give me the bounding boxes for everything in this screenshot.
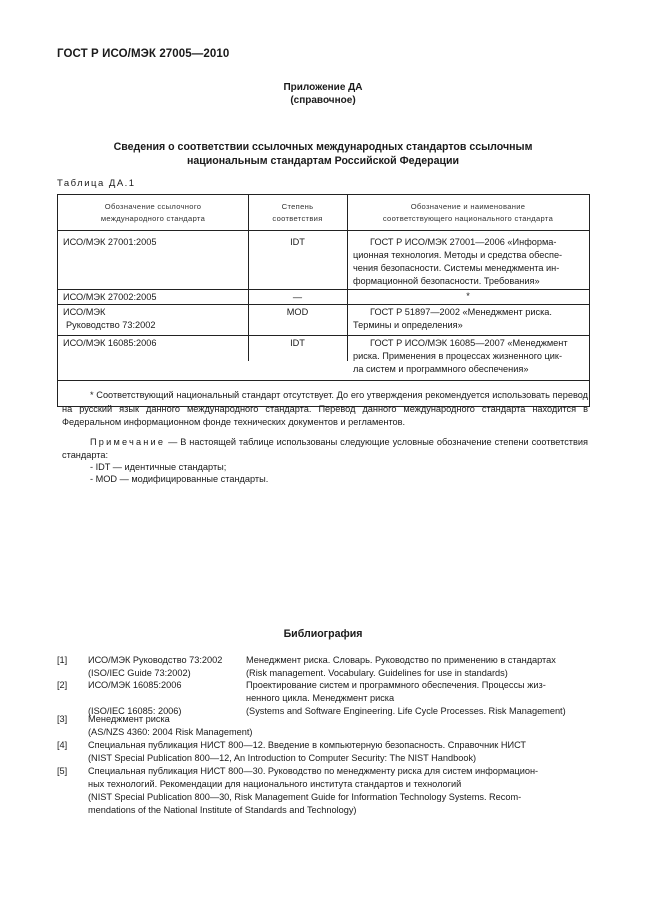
table-header-cell: Обозначение ссылочного международного стандарта: [100, 202, 206, 223]
section-heading-line-1: Сведения о соответствии ссылочных международных стандартов ссылочным: [113, 141, 533, 153]
table-cell-degree: MOD: [286, 307, 309, 317]
document-header: ГОСТ Р ИСО/МЭК 27005—2010: [57, 48, 230, 60]
table-cell-standard: ИСО/МЭК 16085:2006: [63, 338, 157, 348]
bibliography-description: Менеджмент риска. Словарь. Руководство по применению в стандартах (Risk management. Vocabulary. Guidelines for use in standards): [246, 655, 556, 678]
bibliography-number: [1]: [57, 655, 68, 665]
note-item: - MOD — модифицированные стандарты.: [90, 474, 269, 484]
appendix-title: Приложение ДА: [283, 82, 363, 93]
table-cell-degree: —: [292, 292, 303, 302]
appendix-subtitle: (справочное): [290, 95, 356, 106]
table-cell-degree: IDT: [290, 338, 305, 348]
table-header-divider: [58, 230, 589, 231]
bibliography-number: [4]: [57, 740, 68, 750]
bibliography-number: [3]: [57, 714, 68, 724]
bibliography-description: Менеджмент риска (AS/NZS 4360: 2004 Risk Management): [88, 714, 253, 737]
correspondence-table: [57, 194, 590, 407]
bibliography-title: Библиография: [283, 628, 363, 640]
bibliography-description: Проектирование систем и программного обеспечения. Процессы жиз- ненного цикла. Менеджмент риска (Systems and Software Engineering. Life Cycle Processes. Risk Management): [246, 680, 566, 716]
table-row-divider: [58, 335, 589, 336]
table-header-cell: Обозначение и наименование соответствующего национального стандарта: [382, 202, 554, 223]
table-cell-degree: IDT: [290, 237, 305, 247]
table-cell-standard: ИСО/МЭК 27002:2005: [63, 292, 157, 302]
table-cell-standard: ИСО/МЭК 27001:2005: [63, 237, 157, 247]
bibliography-description: Специальная публикация НИСТ 800—30. Руководство по менеджменту риска для систем информацион- ных технологий. Рекомендации для национального института стандартов и технологий (NIST Special Publication 800—30, Risk Management Guide for Information Technology Systems. Recom- mendations of the National Institute of Standards and Technology): [88, 766, 539, 815]
bibliography-source: ИСО/МЭК Руководство 73:2002 (ISO/IEC Guide 73:2002): [88, 655, 223, 678]
table-cell-national: ГОСТ Р ИСО/МЭК 27001—2006 «Информа- ционная технология. Методы и средства обеспе- чения безопасности. Системы менеджмента ин- формационной безопасности. Требования»: [353, 237, 563, 286]
table-cell-national: *: [466, 291, 470, 301]
table-row-divider: [58, 304, 589, 305]
table-cell-national: ГОСТ Р ИСО/МЭК 16085—2007 «Менеджмент риска. Применения в процессах жизненного цик- ла систем и программного обеспечения»: [353, 338, 568, 374]
table-footnote-divider: [58, 380, 589, 381]
bibliography-number: [2]: [57, 680, 68, 690]
table-footnote: * Соответствующий национальный стандарт отсутствует. До его утверждения рекомендуется использовать перевод на русский язык данного международного стандарта. Перевод данного международного стандарта находится в Федеральном информационном фонде технических документов и регламентов.: [62, 390, 588, 427]
note-text: — В настоящей таблице использованы следующие условные обозначение степени соответствия стандарта:: [62, 437, 588, 460]
table-cell-national: ГОСТ Р 51897—2002 «Менеджмент риска. Термины и определения»: [353, 307, 552, 330]
table-note: [62, 436, 588, 462]
table-label: Таблица ДА.1: [57, 178, 136, 189]
table-cell-standard: ИСО/МЭК Руководство 73:2002: [63, 307, 156, 330]
section-heading-line-2: национальным стандартам Российской Федерации: [186, 155, 460, 167]
table-header-cell: Степень соответствия: [272, 202, 323, 223]
note-item: - IDT — идентичные стандарты;: [90, 462, 227, 472]
bibliography-source: ИСО/МЭК 16085:2006 (ISO/IEC 16085: 2006): [88, 680, 182, 716]
bibliography-description: Специальная публикация НИСТ 800—12. Введение в компьютерную безопасность. Справочник НИСТ (NIST Special Publication 800—12, An Introduction to Computer Security: The NIST Handbook): [88, 740, 527, 763]
bibliography-number: [5]: [57, 766, 68, 776]
note-label: Примечание: [90, 437, 166, 447]
